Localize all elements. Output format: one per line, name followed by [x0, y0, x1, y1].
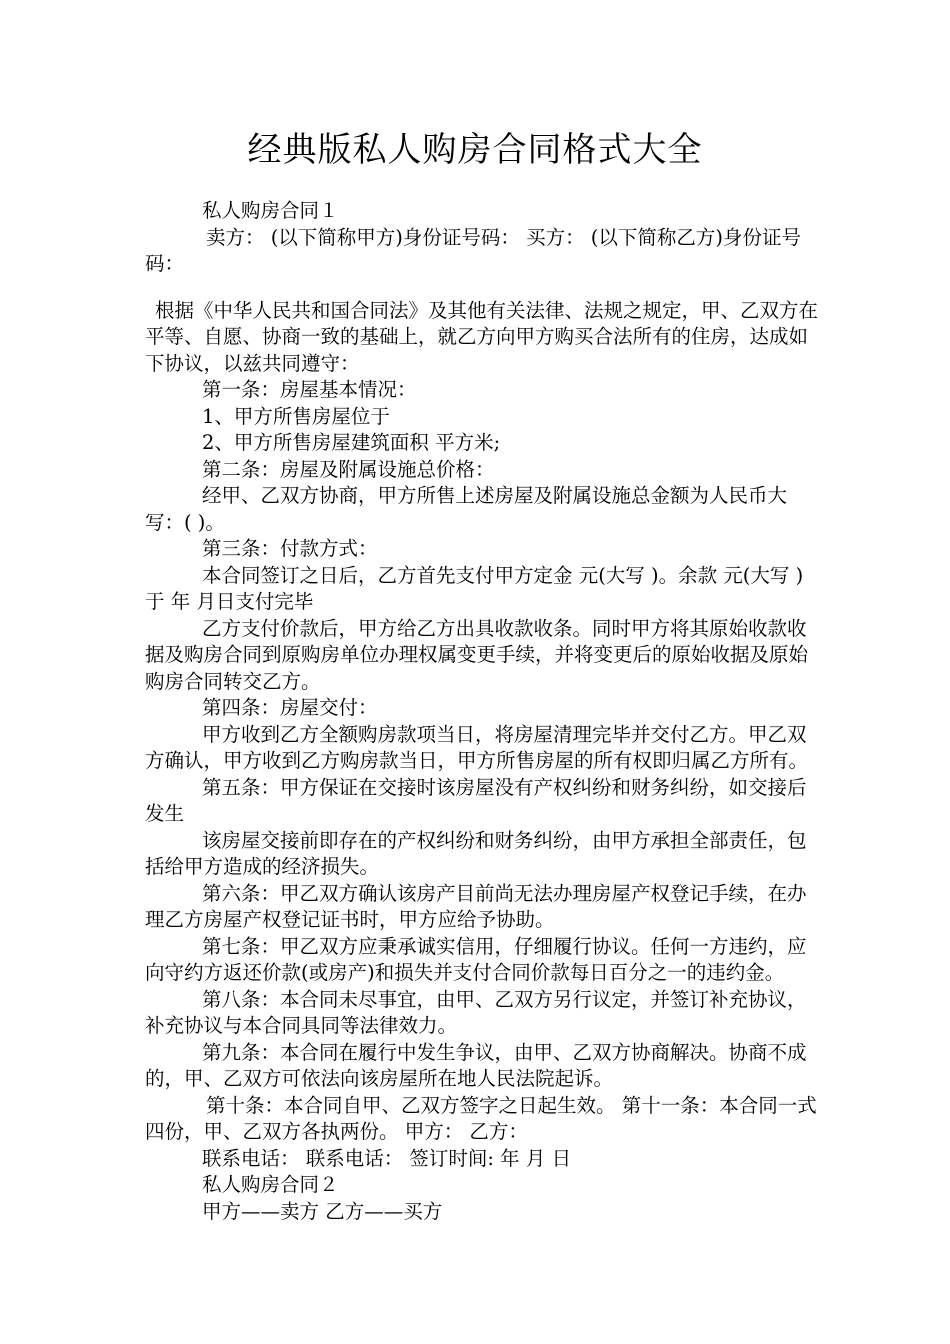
article-paragraph: 乙方支付价款后，甲方给乙方出具收款收条。同时甲方将其原始收款收据及购房合同到原购房单位办理权属变更手续，并将变更后的原始收据及原始购房合同转交乙方。 — [145, 616, 809, 693]
article-paragraph: 第八条：本合同未尽事宜，由甲、乙双方另行议定，并签订补充协议，补充协议与本合同具同等法律效力。 — [145, 987, 807, 1037]
article-paragraph: 第七条：甲乙双方应秉承诚实信用，仔细履行协议。任何一方违约，应向守约方返还价款(或房产)和损失并支付合同价款每日百分之一的违约金。 — [145, 934, 807, 984]
article-paragraph: 经甲、乙双方协商，甲方所售上述房屋及附属设施总金额为人民币大写：( )。 — [145, 484, 788, 534]
article-item: 2、甲方所售房屋建筑面积 平方米; — [202, 431, 501, 454]
section-heading: 私人购房合同２ — [202, 1173, 339, 1196]
article-paragraph: 第十条：本合同自甲、乙双方签字之日起生效。 第十一条：本合同一式四份，甲、乙双方各执两份。 甲方： 乙方： — [145, 1093, 817, 1143]
preamble-paragraph: 根据《中华人民共和国合同法》及其他有关法律、法规之规定，甲、乙双方在平等、自愿、协商一致的基础上，就乙方向甲方购买合法所有的住房，达成如下协议，以兹共同遵守： — [145, 298, 819, 375]
article-heading: 第一条：房屋基本情况： — [202, 378, 417, 401]
article-heading: 第二条：房屋及附属设施总价格： — [202, 457, 495, 481]
article-heading: 第三条：付款方式： — [202, 537, 378, 560]
document-body — [145, 198, 820, 1225]
parties-line: 卖方： (以下简称甲方)身份证号码： 买方： (以下简称乙方)身份证号码： — [145, 225, 802, 275]
article-paragraph: 第五条：甲方保证在交接时该房屋没有产权纠纷和财务纠纷，如交接后发生 — [145, 775, 807, 825]
article-paragraph: 第九条：本合同在履行中发生争议，由甲、乙双方协商解决。协商不成的，甲、乙双方可依法向该房屋所在地人民法院起诉。 — [145, 1040, 807, 1090]
parties-line: 甲方——卖方 乙方——买方 — [202, 1199, 443, 1223]
blank-line — [145, 278, 820, 298]
article-item: 1、甲方所售房屋位于 — [202, 404, 390, 428]
article-paragraph: 该房屋交接前即存在的产权纠纷和财务纠纷，由甲方承担全部责任，包括给甲方造成的经济损失。 — [145, 828, 807, 878]
signature-line: 联系电话： 联系电话： 签订时间: 年 月 日 — [202, 1146, 572, 1170]
article-paragraph: 第六条：甲乙双方确认该房产目前尚无法办理房屋产权登记手续，在办理乙方房屋产权登记证书时，甲方应给予协助。 — [145, 881, 807, 931]
article-paragraph: 甲方收到乙方全额购房款项当日，将房屋清理完毕并交付乙方。甲乙双方确认，甲方收到乙方购房款当日，甲方所售房屋的所有权即归属乙方所有。 — [145, 722, 809, 772]
section-heading: 私人购房合同１ — [202, 199, 339, 222]
article-paragraph: 本合同签订之日后，乙方首先支付甲方定金 元(大写 )。余款 元(大写 )于 年 月日支付完毕 — [145, 563, 804, 613]
article-heading: 第四条：房屋交付： — [202, 696, 378, 719]
document-title: 经典版私人购房合同格式大全 — [247, 130, 703, 170]
